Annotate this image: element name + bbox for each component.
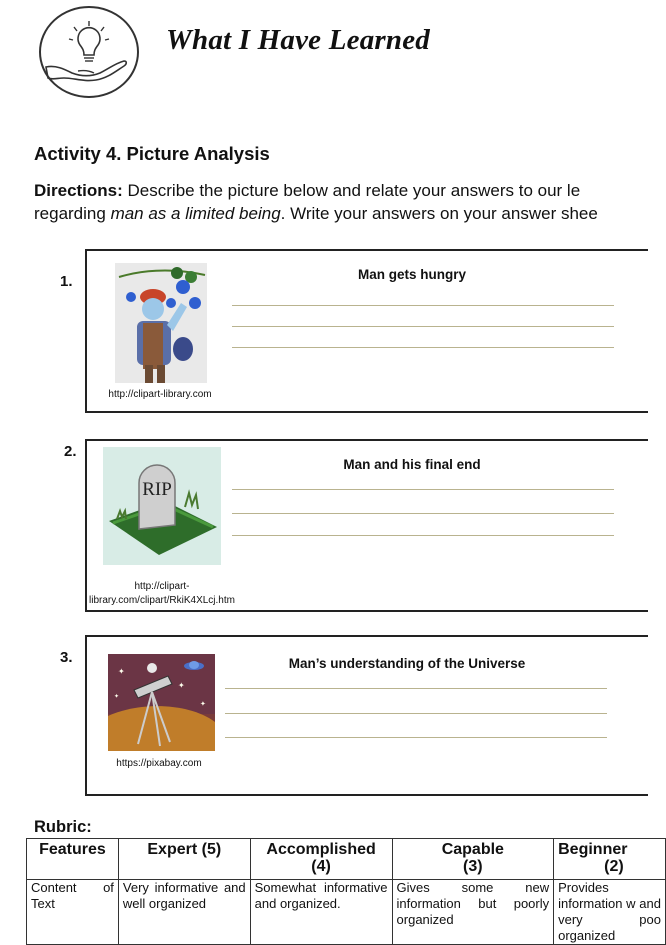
directions-label: Directions: [34,181,123,200]
item-caption: Man’s understanding of the Universe [288,656,526,671]
item-number: 3. [60,649,73,666]
page-title: What I Have Learned [166,24,430,56]
rubric-label: Rubric: [34,818,92,836]
tombstone-icon [103,447,221,565]
tomb-rip-text: RIP [142,479,172,500]
item-number: 2. [64,443,77,460]
directions-line-2b: . Write your answers on your answer shee [280,204,598,223]
svg-text:✦: ✦ [200,701,206,708]
picture-box-3 [85,635,648,796]
image-source-line-2: library.com/clipart/RkiK4XLcj.htm [89,595,235,606]
picture-box-2 [85,439,648,612]
svg-text:✦: ✦ [178,681,185,690]
column-header: Accomplished (4) [250,839,392,880]
answer-line [232,326,614,327]
activity-heading: Activity 4. Picture Analysis [34,143,270,164]
column-header: Features [27,839,119,880]
item-number: 1. [60,273,73,290]
column-header: Beginner (2) [554,839,666,880]
item-caption: Man and his final end [343,457,481,472]
directions-text [34,179,598,225]
image-source-line-1: http://clipart- [134,581,190,592]
directions-line-2a: regarding [34,204,111,223]
answer-line [232,489,614,490]
answer-line [225,713,607,714]
table-cell: Content of Text [27,880,119,945]
image-source [87,580,237,608]
image-source: http://clipart-library.com [108,389,212,400]
answer-line [225,737,607,738]
directions-line-1: Describe the picture below and relate your answers to our le [122,181,581,200]
telescope-space-icon [108,654,215,751]
rubric-table [26,838,666,945]
item-caption: Man gets hungry [357,267,466,282]
table-cell: Gives some new information but poorly organized [392,880,554,945]
column-header: Capable (3) [392,839,554,880]
table-header-row [27,839,666,880]
directions-emphasis: man as a limited being [110,204,281,223]
lightbulb-hand-icon [38,5,140,100]
table-cell: Somewhat informative and organized. [250,880,392,945]
svg-text:✦: ✦ [114,694,120,700]
man-picking-fruit-icon [115,263,207,383]
answer-line [232,535,614,536]
answer-line [232,513,614,514]
image-source: https://pixabay.com [116,758,202,769]
answer-line [225,688,607,689]
svg-text:✦: ✦ [118,667,125,676]
answer-line [232,305,614,306]
table-cell: Very informative and well organized [118,880,250,945]
answer-line [232,347,614,348]
table-row [27,880,666,945]
table-cell: Provides information w and very poo organized [554,880,666,945]
column-header: Expert (5) [118,839,250,880]
picture-box-1 [85,249,648,413]
